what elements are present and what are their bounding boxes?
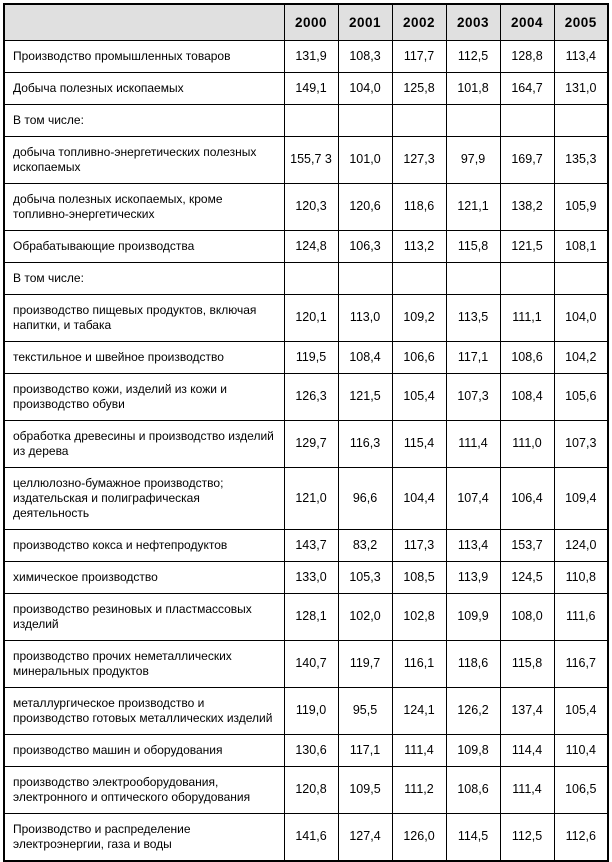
value-cell: 106,5: [554, 766, 608, 813]
row-label: целлюлозно-бумажное производство; издательская и полиграфическая деятельность: [4, 467, 284, 529]
value-cell: [338, 262, 392, 294]
value-cell: [446, 104, 500, 136]
value-cell: 114,4: [500, 734, 554, 766]
value-cell: 106,6: [392, 341, 446, 373]
value-cell: 116,1: [392, 640, 446, 687]
table-row: [4, 420, 608, 467]
value-cell: 113,4: [554, 40, 608, 72]
row-label: производство кожи, изделий из кожи и производство обуви: [4, 373, 284, 420]
row-label: Добыча полезных ископаемых: [4, 72, 284, 104]
value-cell: 121,5: [500, 230, 554, 262]
row-label: В том числе:: [4, 262, 284, 294]
value-cell: 128,1: [284, 593, 338, 640]
table-row: [4, 104, 608, 136]
value-cell: 124,1: [392, 687, 446, 734]
value-cell: 119,0: [284, 687, 338, 734]
value-cell: 117,1: [446, 341, 500, 373]
value-cell: [392, 262, 446, 294]
value-cell: 102,8: [392, 593, 446, 640]
value-cell: 111,4: [500, 766, 554, 813]
row-label: текстильное и швейное производство: [4, 341, 284, 373]
row-label: В том числе:: [4, 104, 284, 136]
value-cell: 120,1: [284, 294, 338, 341]
row-label: производство электрооборудования, электронного и оптического оборудования: [4, 766, 284, 813]
production-index-table: [3, 3, 609, 862]
year-column-header: 2005: [554, 4, 608, 40]
value-cell: 137,4: [500, 687, 554, 734]
value-cell: 105,3: [338, 561, 392, 593]
value-cell: 141,6: [284, 813, 338, 861]
table-row: [4, 529, 608, 561]
value-cell: 169,7: [500, 136, 554, 183]
value-cell: 110,4: [554, 734, 608, 766]
value-cell: 112,5: [446, 40, 500, 72]
value-cell: 113,2: [392, 230, 446, 262]
value-cell: 155,7 3: [284, 136, 338, 183]
value-cell: 105,9: [554, 183, 608, 230]
row-label: производство резиновых и пластмассовых изделий: [4, 593, 284, 640]
table-row: [4, 230, 608, 262]
value-cell: 111,1: [500, 294, 554, 341]
value-cell: 130,6: [284, 734, 338, 766]
value-cell: 111,6: [554, 593, 608, 640]
value-cell: 129,7: [284, 420, 338, 467]
value-cell: 108,6: [500, 341, 554, 373]
value-cell: 109,2: [392, 294, 446, 341]
value-cell: 113,9: [446, 561, 500, 593]
value-cell: [284, 104, 338, 136]
row-label: Производство и распределение электроэнергии, газа и воды: [4, 813, 284, 861]
value-cell: 108,0: [500, 593, 554, 640]
year-column-header: 2001: [338, 4, 392, 40]
value-cell: 143,7: [284, 529, 338, 561]
value-cell: 131,0: [554, 72, 608, 104]
value-cell: 110,8: [554, 561, 608, 593]
row-label: добыча полезных ископаемых, кроме топливно-энергетических: [4, 183, 284, 230]
value-cell: 121,5: [338, 373, 392, 420]
table-row: [4, 341, 608, 373]
value-cell: 106,4: [500, 467, 554, 529]
table-row: [4, 72, 608, 104]
value-cell: 108,1: [554, 230, 608, 262]
value-cell: 105,4: [554, 687, 608, 734]
value-cell: 83,2: [338, 529, 392, 561]
value-cell: 125,8: [392, 72, 446, 104]
value-cell: 109,5: [338, 766, 392, 813]
value-cell: 124,8: [284, 230, 338, 262]
value-cell: 115,4: [392, 420, 446, 467]
value-cell: 126,2: [446, 687, 500, 734]
value-cell: 120,8: [284, 766, 338, 813]
value-cell: 111,2: [392, 766, 446, 813]
value-cell: [392, 104, 446, 136]
value-cell: 124,0: [554, 529, 608, 561]
value-cell: 102,0: [338, 593, 392, 640]
value-cell: 115,8: [446, 230, 500, 262]
table-row: [4, 561, 608, 593]
value-cell: 127,4: [338, 813, 392, 861]
value-cell: [554, 262, 608, 294]
row-label: производство кокса и нефтепродуктов: [4, 529, 284, 561]
value-cell: [500, 104, 554, 136]
value-cell: [500, 262, 554, 294]
value-cell: 118,6: [446, 640, 500, 687]
table-row: [4, 136, 608, 183]
row-label: производство прочих неметаллических минеральных продуктов: [4, 640, 284, 687]
table-row: [4, 813, 608, 861]
value-cell: [284, 262, 338, 294]
value-cell: 96,6: [338, 467, 392, 529]
value-cell: 138,2: [500, 183, 554, 230]
value-cell: 121,0: [284, 467, 338, 529]
value-cell: 114,5: [446, 813, 500, 861]
row-label: Обрабатывающие производства: [4, 230, 284, 262]
value-cell: 113,0: [338, 294, 392, 341]
value-cell: 111,4: [446, 420, 500, 467]
value-cell: 126,3: [284, 373, 338, 420]
value-cell: 128,8: [500, 40, 554, 72]
row-label: производство пищевых продуктов, включая напитки, и табака: [4, 294, 284, 341]
value-cell: 112,6: [554, 813, 608, 861]
table-row: [4, 593, 608, 640]
value-cell: 126,0: [392, 813, 446, 861]
value-cell: 104,4: [392, 467, 446, 529]
row-label: химическое производство: [4, 561, 284, 593]
table-body: [4, 40, 608, 861]
value-cell: 117,3: [392, 529, 446, 561]
table-row: [4, 373, 608, 420]
value-cell: 107,4: [446, 467, 500, 529]
value-cell: 97,9: [446, 136, 500, 183]
value-cell: 112,5: [500, 813, 554, 861]
row-label: добыча топливно-энергетических полезных ископаемых: [4, 136, 284, 183]
value-cell: 119,5: [284, 341, 338, 373]
corner-cell: [4, 4, 284, 40]
year-column-header: 2000: [284, 4, 338, 40]
value-cell: 113,4: [446, 529, 500, 561]
value-cell: 149,1: [284, 72, 338, 104]
value-cell: 117,1: [338, 734, 392, 766]
value-cell: 121,1: [446, 183, 500, 230]
value-cell: 105,4: [392, 373, 446, 420]
value-cell: 106,3: [338, 230, 392, 262]
value-cell: [554, 104, 608, 136]
value-cell: 108,6: [446, 766, 500, 813]
table-row: [4, 40, 608, 72]
value-cell: 115,8: [500, 640, 554, 687]
value-cell: [446, 262, 500, 294]
value-cell: 153,7: [500, 529, 554, 561]
row-label: производство машин и оборудования: [4, 734, 284, 766]
value-cell: 105,6: [554, 373, 608, 420]
value-cell: 104,0: [554, 294, 608, 341]
value-cell: 104,2: [554, 341, 608, 373]
value-cell: 109,9: [446, 593, 500, 640]
row-label: обработка древесины и производство изделий из дерева: [4, 420, 284, 467]
value-cell: 109,8: [446, 734, 500, 766]
table-row: [4, 734, 608, 766]
value-cell: 108,5: [392, 561, 446, 593]
value-cell: [338, 104, 392, 136]
value-cell: 117,7: [392, 40, 446, 72]
table-row: [4, 640, 608, 687]
value-cell: 124,5: [500, 561, 554, 593]
table-row: [4, 294, 608, 341]
value-cell: 111,4: [392, 734, 446, 766]
table-row: [4, 687, 608, 734]
value-cell: 111,0: [500, 420, 554, 467]
value-cell: 119,7: [338, 640, 392, 687]
value-cell: 108,4: [338, 341, 392, 373]
table-row: [4, 467, 608, 529]
value-cell: 116,7: [554, 640, 608, 687]
value-cell: 101,0: [338, 136, 392, 183]
table-row: [4, 766, 608, 813]
value-cell: 101,8: [446, 72, 500, 104]
value-cell: 118,6: [392, 183, 446, 230]
value-cell: 133,0: [284, 561, 338, 593]
value-cell: 95,5: [338, 687, 392, 734]
value-cell: 127,3: [392, 136, 446, 183]
value-cell: 116,3: [338, 420, 392, 467]
value-cell: 164,7: [500, 72, 554, 104]
year-column-header: 2004: [500, 4, 554, 40]
value-cell: 131,9: [284, 40, 338, 72]
row-label: Производство промышленных товаров: [4, 40, 284, 72]
value-cell: 113,5: [446, 294, 500, 341]
value-cell: 135,3: [554, 136, 608, 183]
header-row: [4, 4, 608, 40]
row-label: металлургическое производство и производство готовых металлических изделий: [4, 687, 284, 734]
value-cell: 120,6: [338, 183, 392, 230]
value-cell: 108,3: [338, 40, 392, 72]
value-cell: 140,7: [284, 640, 338, 687]
year-column-header: 2003: [446, 4, 500, 40]
table-row: [4, 262, 608, 294]
year-column-header: 2002: [392, 4, 446, 40]
value-cell: 108,4: [500, 373, 554, 420]
value-cell: 104,0: [338, 72, 392, 104]
value-cell: 109,4: [554, 467, 608, 529]
value-cell: 107,3: [554, 420, 608, 467]
table-row: [4, 183, 608, 230]
value-cell: 107,3: [446, 373, 500, 420]
value-cell: 120,3: [284, 183, 338, 230]
